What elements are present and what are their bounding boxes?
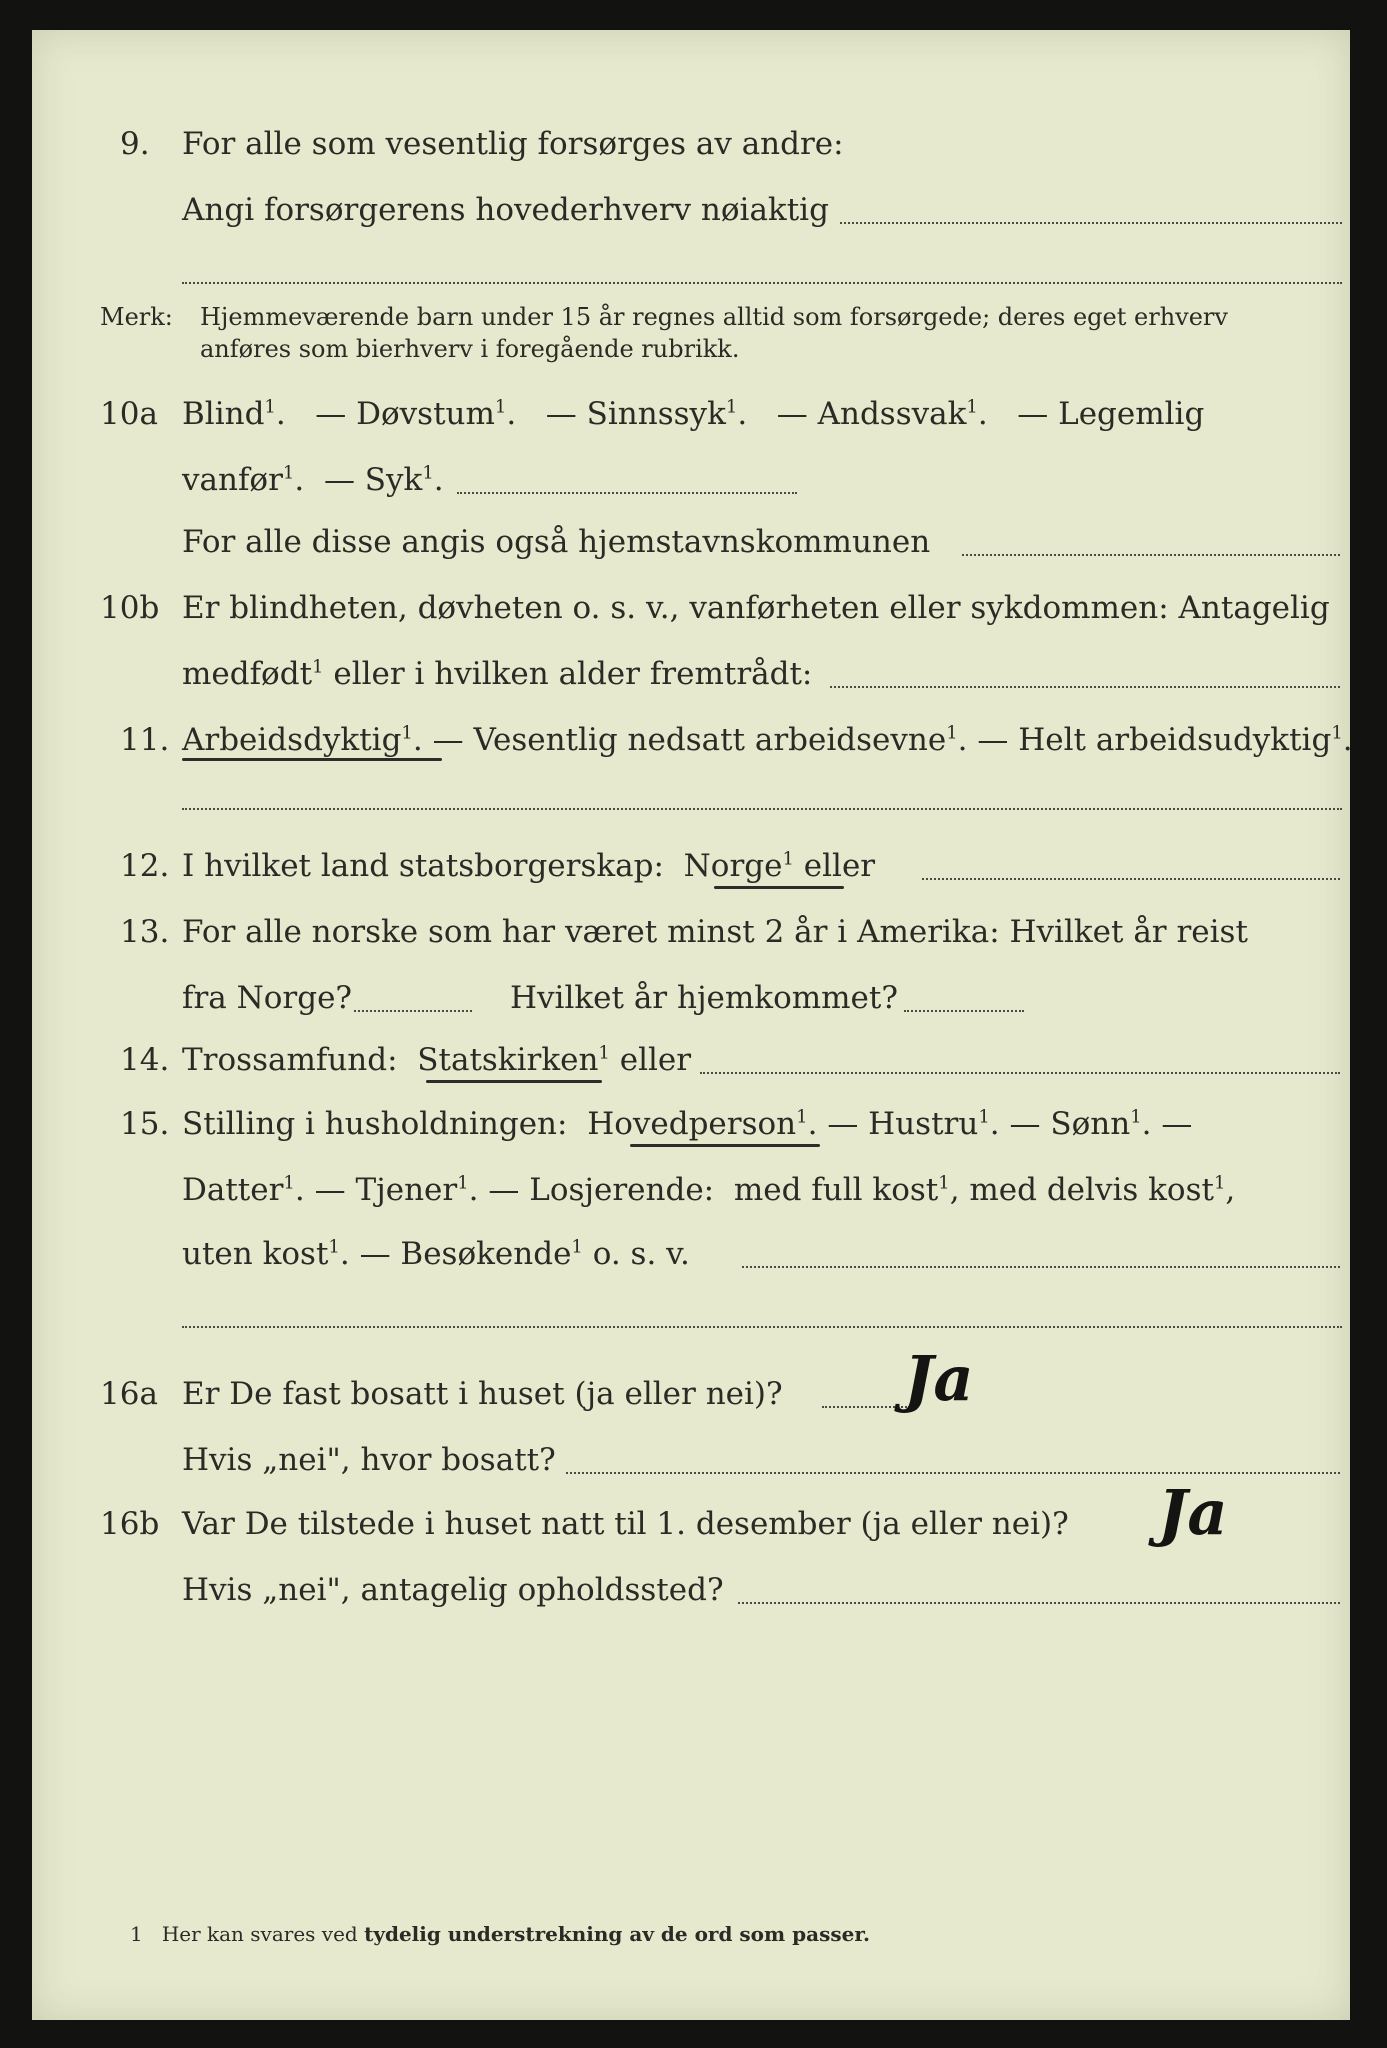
q10a-line1: 10a Blind$^1$. — Døvstum$^1$. — Sinnssyk$^1$. — Andssvak$^1$. — Legemlig	[32, 392, 1350, 436]
footnote-plain: Her kan svares ved	[161, 1922, 358, 1946]
q10b-line2: medfødt$^1$ eller i hvilken alder fremtrådt:	[182, 656, 813, 692]
q10a-line2: vanfør$^1$. — Syk$^1$.	[182, 462, 444, 498]
opt-tjener: — Tjener	[314, 1172, 458, 1208]
q16a-line1	[32, 1372, 1350, 1416]
q10a-number: 10a	[100, 396, 158, 432]
opt-besokende: — Besøkende	[359, 1236, 572, 1272]
q12-line: 12. I hvilket land statsborgerskap: Norge$^1$ eller	[32, 844, 1350, 888]
q16b-handwritten-answer: Ja	[1158, 1476, 1228, 1549]
q13-number: 13.	[120, 914, 170, 950]
q9-answer-line2[interactable]	[182, 282, 1342, 284]
handwritten-underline-hovedperson	[630, 1144, 820, 1147]
q16a-answer-line[interactable]	[822, 1406, 910, 1408]
opt-udyktig: — Helt arbeidsudyktig	[977, 722, 1332, 758]
opt-blind: Blind	[182, 396, 265, 432]
q16a-bosatt-line[interactable]	[566, 1472, 1340, 1474]
q14-line: 14. Trossamfund: Statskirken$^1$ eller	[32, 1038, 1350, 1082]
q15-line2: Datter$^1$. — Tjener$^1$. — Losjerende: med full kost$^1$, med delvis kost$^1$,	[182, 1172, 1236, 1208]
footnote-mark: 1	[130, 1922, 143, 1946]
q13-fra-line[interactable]	[354, 1010, 472, 1012]
opt-norge: Norge	[683, 848, 783, 884]
q13-hjem-line[interactable]	[904, 1010, 1024, 1012]
q10b-line1	[32, 586, 1350, 630]
q9-number: 9.	[120, 126, 150, 162]
q16b-text2: Hvis „nei", antagelig opholdssted?	[182, 1572, 724, 1608]
opt-statskirken: Statskirken	[417, 1042, 599, 1078]
opt-delvis-kost: , med delvis kost	[949, 1172, 1214, 1208]
q11-answer-line[interactable]	[182, 808, 1342, 810]
q10a-answer-line[interactable]	[457, 492, 797, 494]
q12-eller: eller	[803, 848, 876, 884]
handwritten-underline-arbeidsdyktig	[182, 758, 442, 761]
opt-sinnssyk: — Sinnssyk	[545, 396, 726, 432]
q11-number: 11.	[120, 722, 170, 758]
q14-eller: eller	[619, 1042, 692, 1078]
opt-hustru: — Hustru	[827, 1106, 979, 1142]
q15-answer-line[interactable]	[742, 1266, 1340, 1268]
q10a-line3	[32, 520, 1350, 564]
q13-hjem: Hvilket år hjemkommet?	[510, 980, 898, 1016]
q16a-text1: Er De fast bosatt i huset (ja eller nei)?	[182, 1376, 783, 1412]
census-form-page	[32, 30, 1353, 2020]
q10b-number: 10b	[100, 590, 160, 626]
q11-line1: 11. Arbeidsdyktig$^1$. — Vesentlig nedsatt arbeidsevne$^1$. — Helt arbeidsudyktig$^1$.	[32, 718, 1350, 762]
q10b-answer-line[interactable]	[830, 686, 1340, 688]
q16b-opholdssted-line[interactable]	[738, 1602, 1340, 1604]
q16b-number: 16b	[100, 1506, 160, 1542]
q16a-text2: Hvis „nei", hvor bosatt?	[182, 1442, 556, 1478]
q12-answer-line[interactable]	[922, 878, 1340, 880]
q13-fra: fra Norge?	[182, 980, 353, 1016]
footnote-bold: tydelig understrekning av de ord som passer.	[364, 1922, 870, 1946]
q9-answer-line[interactable]	[840, 222, 1342, 224]
q13-text1: For alle norske som har været minst 2 år i Amerika: Hvilket år reist	[182, 914, 1248, 950]
q16a-number: 16a	[100, 1376, 158, 1412]
opt-sonn: — Sønn	[1009, 1106, 1131, 1142]
opt-legemlig: — Legemlig	[1017, 396, 1205, 432]
opt-uten-kost: uten kost	[182, 1236, 329, 1272]
q12-number: 12.	[120, 848, 170, 884]
opt-dovstum: — Døvstum	[315, 396, 495, 432]
q12-text: I hvilket land statsborgerskap:	[182, 848, 664, 884]
q15-line1: 15. Stilling i husholdningen: Hovedperson$^1$. — Hustru$^1$. — Sønn$^1$. —	[32, 1102, 1350, 1146]
opt-hovedperson: Hovedperson	[587, 1106, 797, 1142]
q10b-text1: Er blindheten, døvheten o. s. v., vanførheten eller sykdommen: Antagelig	[182, 590, 1330, 626]
q14-answer-line[interactable]	[700, 1072, 1340, 1074]
opt-andssvak: — Andssvak	[776, 396, 967, 432]
merk-text2: anføres som bierhverv i foregående rubrikk.	[200, 335, 740, 363]
q13-line1	[32, 910, 1350, 954]
q10a-kommune-line[interactable]	[962, 554, 1340, 556]
q16a-line2	[32, 1438, 1350, 1482]
opt-datter: Datter	[182, 1172, 284, 1208]
opt-full-kost: med full kost	[733, 1172, 939, 1208]
q10b-text2: eller i hvilken alder fremtrådt:	[333, 656, 813, 692]
handwritten-underline-statskirken	[426, 1080, 602, 1083]
q16a-handwritten-answer: Ja	[904, 1342, 974, 1415]
q16b-line1	[32, 1502, 1350, 1546]
q9-text1: For alle som vesentlig forsørges av andre:	[182, 126, 844, 162]
q13-line2	[32, 976, 1350, 1020]
merk-text1: Hjemmeværende barn under 15 år regnes alltid som forsørgede; deres eget erhverv	[200, 303, 1228, 331]
q15-text: Stilling i husholdningen:	[182, 1106, 568, 1142]
q15-number: 15.	[120, 1106, 170, 1142]
opt-medfodt: medfødt	[182, 656, 313, 692]
opt-nedsatt: — Vesentlig nedsatt arbeidsevne	[432, 722, 947, 758]
q9-line1	[32, 122, 1350, 166]
footnote	[130, 1922, 870, 1946]
q15-answer-line2[interactable]	[182, 1326, 1342, 1328]
opt-vanfor: vanfør	[182, 462, 283, 498]
q15-line3: uten kost$^1$. — Besøkende$^1$ o. s. v.	[182, 1236, 690, 1272]
q15-osv: o. s. v.	[592, 1236, 690, 1272]
q9-text2: Angi forsørgerens hovederhverv nøiaktig	[182, 192, 829, 228]
q16b-line2	[32, 1568, 1350, 1612]
q9-line2	[32, 188, 1350, 232]
q16b-text1: Var De tilstede i huset natt til 1. desember (ja eller nei)?	[182, 1506, 1069, 1542]
q14-number: 14.	[120, 1042, 170, 1078]
handwritten-underline-norge	[714, 886, 844, 889]
opt-arbeidsdyktig: Arbeidsdyktig	[182, 722, 402, 758]
q10a-text3: For alle disse angis også hjemstavnskommunen	[182, 524, 931, 560]
merk-label: Merk:	[100, 303, 173, 331]
q14-text: Trossamfund:	[182, 1042, 398, 1078]
opt-syk: — Syk	[323, 462, 423, 498]
opt-losjerende: — Losjerende:	[488, 1172, 715, 1208]
